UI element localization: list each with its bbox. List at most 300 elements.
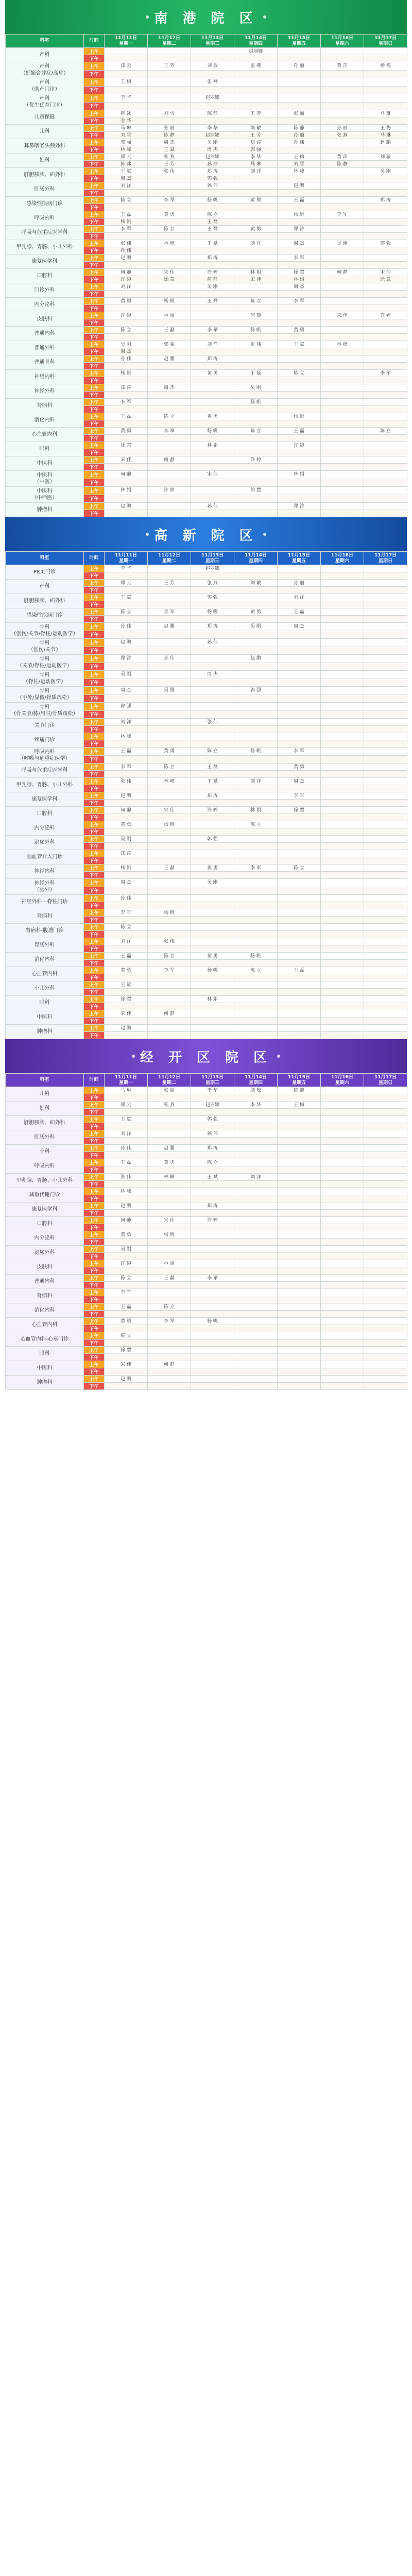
dept-name: 脑血管介入门诊 <box>6 850 84 865</box>
doctor-cell <box>105 1325 148 1332</box>
doctor-cell <box>364 639 407 647</box>
dept-name: 感染性疾病门诊 <box>6 197 84 211</box>
doctor-cell: 郑 涛 <box>191 623 234 631</box>
doctor-cell <box>234 1094 278 1101</box>
doctor-cell <box>364 1325 407 1332</box>
time-pm-badge: 下午 <box>84 1354 105 1361</box>
time-am-badge: 上午 <box>84 139 105 146</box>
doctor-cell <box>105 86 148 94</box>
doctor-cell <box>148 1376 191 1383</box>
time-am-badge: 上午 <box>84 565 105 572</box>
doctor-cell <box>191 601 234 608</box>
doctor-cell <box>278 1181 321 1188</box>
doctor-cell <box>234 1340 278 1347</box>
doctor-cell <box>364 679 407 687</box>
doctor-cell <box>191 262 234 269</box>
header-time: 时间 <box>84 1074 105 1087</box>
doctor-cell: 韩 冰 <box>105 161 148 168</box>
doctor-cell <box>364 733 407 740</box>
doctor-cell <box>105 1094 148 1101</box>
doctor-cell <box>364 1224 407 1231</box>
doctor-cell <box>278 1138 321 1145</box>
doctor-cell <box>321 298 364 305</box>
doctor-cell <box>364 146 407 154</box>
doctor-cell <box>191 1018 234 1025</box>
doctor-cell <box>191 1231 234 1239</box>
doctor-cell <box>364 435 407 442</box>
time-pm-badge: 下午 <box>84 828 105 836</box>
doctor-cell: 王 磊 <box>234 370 278 377</box>
doctor-cell: 杨 帆 <box>148 909 191 917</box>
time-am-badge: 上午 <box>84 1376 105 1383</box>
doctor-cell <box>234 850 278 857</box>
doctor-cell <box>105 771 148 778</box>
time-am-badge: 上午 <box>84 1361 105 1368</box>
doctor-cell: 王 斌 <box>105 594 148 601</box>
time-pm-badge: 下午 <box>84 1267 105 1275</box>
doctor-cell: 赵 鹏 <box>105 792 148 800</box>
doctor-cell <box>364 406 407 413</box>
doctor-cell <box>321 687 364 695</box>
doctor-cell <box>364 938 407 945</box>
doctor-cell <box>321 953 364 960</box>
doctor-cell: 郭 强 <box>234 687 278 695</box>
doctor-cell: 李 华 <box>234 154 278 161</box>
header-day <box>278 1074 321 1087</box>
doctor-cell <box>364 1368 407 1376</box>
schedule-row <box>6 792 407 800</box>
doctor-cell <box>321 1275 364 1282</box>
doctor-cell <box>234 616 278 623</box>
doctor-cell <box>191 687 234 695</box>
header-day <box>234 35 278 48</box>
doctor-cell: 杨 帆 <box>278 211 321 218</box>
doctor-cell <box>278 821 321 828</box>
doctor-cell: 王 磊 <box>278 197 321 204</box>
doctor-cell: 李 军 <box>105 1289 148 1296</box>
doctor-cell <box>148 70 191 78</box>
time-am-badge: 上午 <box>84 399 105 406</box>
doctor-cell: 徐 慧 <box>278 269 321 276</box>
doctor-cell: 刘 洋 <box>191 341 234 348</box>
time-pm-badge: 下午 <box>84 132 105 139</box>
doctor-cell <box>364 671 407 679</box>
schedule-row <box>6 1361 407 1368</box>
dept-name: 心血管内科 <box>6 1318 84 1332</box>
doctor-cell <box>191 1188 234 1195</box>
dept-name: 耳鼻咽喉头颈外科 <box>6 139 84 154</box>
doctor-cell: 杨 帆 <box>148 821 191 828</box>
doctor-cell <box>191 887 234 895</box>
doctor-cell <box>321 902 364 909</box>
doctor-cell <box>321 1289 364 1296</box>
doctor-cell <box>105 48 148 55</box>
time-am-badge: 上午 <box>84 240 105 247</box>
doctor-cell <box>234 879 278 887</box>
time-pm-badge: 下午 <box>84 435 105 442</box>
doctor-cell: 吴 刚 <box>105 671 148 679</box>
doctor-cell <box>364 703 407 711</box>
time-pm-badge: 下午 <box>84 814 105 821</box>
doctor-cell <box>321 857 364 865</box>
doctor-cell: 杨 帆 <box>105 218 148 226</box>
doctor-cell <box>321 778 364 785</box>
header-date: 11月14日 <box>244 552 267 558</box>
time-pm-badge: 下午 <box>84 710 105 719</box>
doctor-cell <box>364 495 407 503</box>
header-date: 11月15日 <box>287 35 311 41</box>
schedule-row <box>6 442 407 449</box>
doctor-cell <box>234 1361 278 1368</box>
time-am-badge: 上午 <box>84 1217 105 1224</box>
doctor-cell <box>234 601 278 608</box>
doctor-cell <box>321 1116 364 1123</box>
doctor-cell <box>321 1239 364 1246</box>
doctor-cell: 孙 伟 <box>191 182 234 190</box>
doctor-cell <box>105 800 148 807</box>
header-date: 11月13日 <box>201 35 224 41</box>
doctor-cell <box>278 1130 321 1138</box>
doctor-cell <box>234 1376 278 1383</box>
doctor-cell <box>234 1159 278 1166</box>
header-date: 11月14日 <box>244 35 267 41</box>
doctor-cell <box>105 710 148 719</box>
dept-name: 中医科 （中西医） <box>6 487 84 503</box>
doctor-cell: 黄 勇 <box>278 764 321 771</box>
doctor-cell: 孙 伟 <box>191 503 234 510</box>
doctor-cell: 黄 勇 <box>148 748 191 756</box>
doctor-cell: 陈 立 <box>234 967 278 974</box>
schedule-row <box>6 399 407 406</box>
schedule-row <box>6 764 407 771</box>
header-time: 时间 <box>84 552 105 565</box>
doctor-cell <box>234 255 278 262</box>
doctor-cell <box>321 1210 364 1217</box>
doctor-cell <box>234 771 278 778</box>
doctor-cell <box>364 255 407 262</box>
doctor-cell: 何 静 <box>148 1010 191 1018</box>
doctor-cell <box>234 931 278 938</box>
doctor-cell <box>234 1195 278 1202</box>
doctor-cell <box>191 1239 234 1246</box>
doctor-cell <box>234 1311 278 1318</box>
time-pm-badge: 下午 <box>84 572 105 580</box>
header-row <box>6 552 407 565</box>
doctor-cell: 赵丽娜 <box>191 154 234 161</box>
doctor-cell: 王 磊 <box>105 211 148 218</box>
doctor-cell <box>321 78 364 87</box>
doctor-cell <box>191 1025 234 1032</box>
doctor-cell <box>191 924 234 931</box>
doctor-cell <box>234 1246 278 1253</box>
doctor-cell <box>148 495 191 503</box>
doctor-cell: 王 斌 <box>191 778 234 785</box>
doctor-cell <box>148 435 191 442</box>
doctor-cell <box>234 594 278 601</box>
doctor-cell <box>234 392 278 399</box>
doctor-cell <box>321 996 364 1003</box>
doctor-cell: 黄 勇 <box>278 327 321 334</box>
doctor-cell: 陈 静 <box>321 161 364 168</box>
doctor-cell <box>278 726 321 733</box>
doctor-cell: 马 琳 <box>234 161 278 168</box>
doctor-cell: 李 华 <box>105 94 148 103</box>
dept-name: 普通内科 <box>6 327 84 341</box>
doctor-cell: 王 磊 <box>278 428 321 435</box>
header-date: 11月15日 <box>287 552 311 558</box>
doctor-cell <box>321 710 364 719</box>
doctor-cell <box>278 828 321 836</box>
doctor-cell <box>148 204 191 211</box>
doctor-cell <box>105 587 148 594</box>
schedule-row <box>6 168 407 175</box>
doctor-cell <box>278 175 321 182</box>
dept-name: 普通骨科 <box>6 355 84 370</box>
doctor-cell <box>321 218 364 226</box>
doctor-cell <box>191 1368 234 1376</box>
doctor-cell <box>364 1003 407 1010</box>
doctor-cell <box>105 1253 148 1260</box>
doctor-cell <box>105 1239 148 1246</box>
header-day <box>191 1074 234 1087</box>
time-am-badge: 上午 <box>84 1246 105 1253</box>
doctor-cell <box>321 1188 364 1195</box>
doctor-cell <box>278 94 321 103</box>
doctor-cell <box>321 495 364 503</box>
doctor-cell: 宋 佳 <box>105 1010 148 1018</box>
time-pm-badge: 下午 <box>84 1311 105 1318</box>
doctor-cell <box>321 399 364 406</box>
time-am-badge: 上午 <box>84 269 105 276</box>
doctor-cell <box>321 435 364 442</box>
doctor-cell <box>321 1003 364 1010</box>
doctor-cell <box>321 1332 364 1340</box>
header-weekday: 星期四 <box>248 41 263 46</box>
doctor-cell <box>105 814 148 821</box>
doctor-cell <box>321 1145 364 1152</box>
doctor-cell <box>321 800 364 807</box>
doctor-cell: 马 琳 <box>364 110 407 117</box>
doctor-cell: 郑 涛 <box>105 655 148 663</box>
campus-section <box>5 1039 407 1390</box>
doctor-cell <box>364 1318 407 1325</box>
doctor-cell <box>148 78 191 87</box>
doctor-cell <box>148 503 191 510</box>
doctor-cell: 杨 帆 <box>234 399 278 406</box>
doctor-cell <box>321 748 364 756</box>
doctor-cell <box>105 1123 148 1130</box>
doctor-cell: 郭 强 <box>105 139 148 146</box>
doctor-cell: 王 梅 <box>105 78 148 87</box>
doctor-cell <box>148 305 191 312</box>
header-day <box>321 1074 364 1087</box>
doctor-cell: 孙 丽 <box>321 125 364 132</box>
time-am-badge: 上午 <box>84 1188 105 1195</box>
doctor-cell <box>321 807 364 814</box>
doctor-cell <box>105 887 148 895</box>
doctor-cell <box>278 647 321 655</box>
doctor-cell <box>364 86 407 94</box>
doctor-cell: 何 静 <box>148 456 191 464</box>
doctor-cell <box>321 204 364 211</box>
doctor-cell: 吴 刚 <box>105 1246 148 1253</box>
header-date: 11月11日 <box>114 552 138 558</box>
doctor-cell: 张 燕 <box>148 1101 191 1109</box>
doctor-cell <box>191 850 234 857</box>
doctor-cell <box>191 1289 234 1296</box>
schedule-row <box>6 226 407 233</box>
doctor-cell: 孙 丽 <box>278 62 321 71</box>
time-am-badge: 上午 <box>84 1087 105 1094</box>
doctor-cell <box>364 211 407 218</box>
doctor-cell <box>278 872 321 879</box>
doctor-cell <box>321 865 364 872</box>
doctor-cell <box>278 887 321 895</box>
doctor-cell: 黄 勇 <box>105 1231 148 1239</box>
doctor-cell <box>364 1159 407 1166</box>
doctor-cell: 杨 帆 <box>191 428 234 435</box>
time-am-badge: 上午 <box>84 671 105 679</box>
doctor-cell <box>191 909 234 917</box>
doctor-cell <box>321 1260 364 1267</box>
doctor-cell <box>364 503 407 510</box>
doctor-cell <box>278 931 321 938</box>
schedule-row <box>6 671 407 679</box>
time-am-badge: 上午 <box>84 938 105 945</box>
doctor-cell <box>234 710 278 719</box>
doctor-cell <box>321 909 364 917</box>
header-day <box>191 35 234 48</box>
doctor-cell <box>191 305 234 312</box>
doctor-cell <box>364 580 407 587</box>
doctor-cell <box>191 960 234 967</box>
doctor-cell <box>234 471 278 479</box>
doctor-cell: 何 静 <box>105 807 148 814</box>
doctor-cell <box>191 319 234 327</box>
doctor-cell: 赵 鹏 <box>105 503 148 510</box>
doctor-cell <box>278 679 321 687</box>
doctor-cell <box>278 572 321 580</box>
doctor-cell: 郑 涛 <box>191 255 234 262</box>
doctor-cell <box>191 456 234 464</box>
doctor-cell: 赵 鹏 <box>105 255 148 262</box>
schedule-row <box>6 1174 407 1181</box>
doctor-cell <box>364 996 407 1003</box>
schedule-row <box>6 703 407 711</box>
schedule-row <box>6 240 407 247</box>
time-am-badge: 上午 <box>84 967 105 974</box>
doctor-cell: 杨 帆 <box>234 953 278 960</box>
doctor-cell <box>105 872 148 879</box>
doctor-cell <box>278 733 321 740</box>
doctor-cell: 张 燕 <box>234 62 278 71</box>
doctor-cell <box>278 843 321 850</box>
doctor-cell <box>234 1109 278 1116</box>
doctor-cell: 黄 勇 <box>234 226 278 233</box>
doctor-cell: 郑 涛 <box>191 168 234 175</box>
time-am-badge: 上午 <box>84 182 105 190</box>
doctor-cell: 何 静 <box>105 1217 148 1224</box>
doctor-cell: 许 婷 <box>105 276 148 283</box>
doctor-cell <box>191 710 234 719</box>
header-weekday: 星期六 <box>335 1080 349 1086</box>
doctor-cell <box>105 843 148 850</box>
dept-name: 呼吸与危重症医学科 <box>6 764 84 778</box>
doctor-cell <box>321 226 364 233</box>
doctor-cell <box>364 420 407 428</box>
decor-dot-icon <box>263 15 266 19</box>
doctor-cell <box>191 1340 234 1347</box>
doctor-cell: 陈 立 <box>234 298 278 305</box>
doctor-cell <box>321 48 364 55</box>
time-pm-badge: 下午 <box>84 631 105 639</box>
time-pm-badge: 下午 <box>84 479 105 487</box>
doctor-cell: 林 娟 <box>148 312 191 319</box>
schedule-row <box>6 953 407 960</box>
doctor-cell <box>191 814 234 821</box>
dept-name: 小儿外科 <box>6 981 84 996</box>
doctor-cell <box>364 1260 407 1267</box>
doctor-cell <box>105 694 148 703</box>
doctor-cell <box>364 687 407 695</box>
doctor-cell: 王 斌 <box>105 981 148 989</box>
doctor-cell <box>148 719 191 726</box>
dept-name: 骨科 （关节/脊柱/运动医学） <box>6 655 84 671</box>
doctor-cell <box>364 55 407 62</box>
doctor-cell <box>191 1267 234 1275</box>
doctor-cell <box>278 1354 321 1361</box>
dept-name: 神经外科 （脑外） <box>6 879 84 895</box>
doctor-cell <box>321 355 364 363</box>
doctor-cell <box>105 1368 148 1376</box>
doctor-cell: 孙 丽 <box>278 132 321 139</box>
doctor-cell <box>278 879 321 887</box>
doctor-cell <box>321 1018 364 1025</box>
doctor-cell: 何 静 <box>105 269 148 276</box>
doctor-cell <box>364 931 407 938</box>
doctor-cell <box>321 283 364 291</box>
doctor-cell <box>321 86 364 94</box>
doctor-cell: 杨 帆 <box>191 967 234 974</box>
doctor-cell <box>191 989 234 996</box>
schedule-row <box>6 255 407 262</box>
doctor-cell <box>234 182 278 190</box>
doctor-cell: 宋 佳 <box>105 1361 148 1368</box>
doctor-cell: 宋 佳 <box>105 456 148 464</box>
doctor-cell <box>148 510 191 517</box>
dept-name: 减重代谢门诊 <box>6 1188 84 1202</box>
doctor-cell: 王 磊 <box>191 298 234 305</box>
doctor-cell <box>321 1325 364 1332</box>
doctor-cell <box>234 945 278 953</box>
doctor-cell <box>321 94 364 103</box>
schedule-row <box>6 110 407 117</box>
header-day <box>191 552 234 565</box>
doctor-cell <box>148 703 191 711</box>
doctor-cell <box>321 679 364 687</box>
doctor-cell <box>321 1296 364 1303</box>
doctor-cell <box>148 94 191 103</box>
doctor-cell <box>148 1289 191 1296</box>
doctor-cell <box>278 262 321 269</box>
doctor-cell <box>364 471 407 479</box>
doctor-cell <box>278 740 321 748</box>
dept-name: 肾病科 <box>6 909 84 924</box>
doctor-cell <box>148 420 191 428</box>
doctor-cell <box>278 190 321 197</box>
dept-name: 肛肠外科 <box>6 1130 84 1145</box>
doctor-cell <box>105 262 148 269</box>
